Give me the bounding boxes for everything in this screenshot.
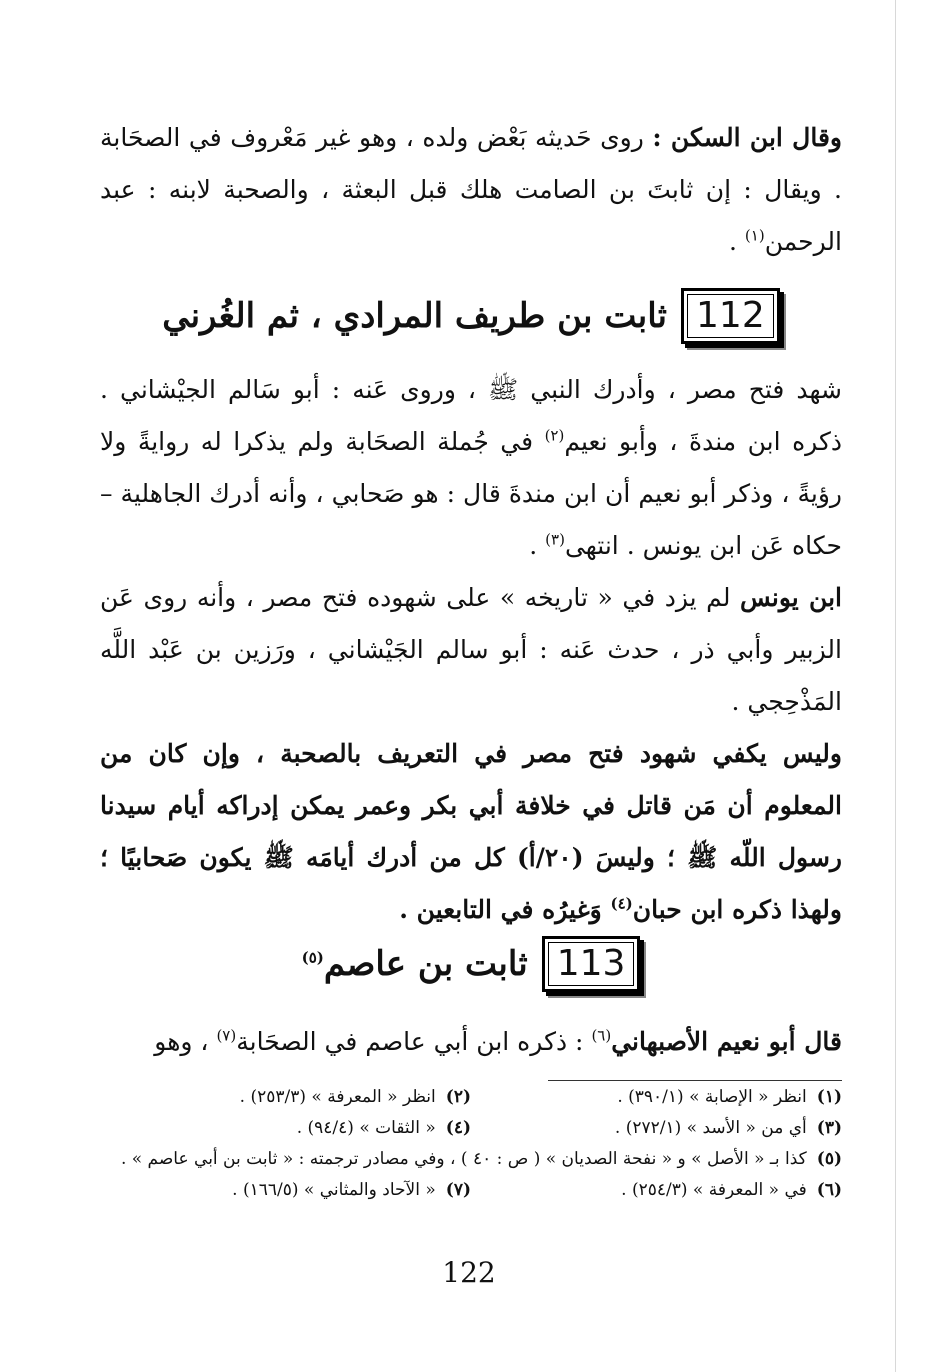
paragraph-entry-112 [100,364,842,572]
footnote-text: « الآحاد والمثاني » (١٦٦/٥) . [232,1180,436,1200]
footnote-text: أي من « الأسد » (٢٧٢/١) . [614,1118,807,1138]
paragraph-commentary [100,728,842,936]
paragraph-lead: وقال ابن السكن : [652,123,842,152]
entry-heading-113 [100,936,842,992]
footnote-ref: (٢) [544,426,565,445]
entry-heading-112 [100,288,842,344]
footnote-ref: (٧) [216,1026,237,1045]
footnote-text: كذا بـ « الأصل » و « نفحة الصديان » ( ص : ٤٠ ) ، وفي مصادر ترجمته : « ثابت بن أبي عاصم » . [120,1149,807,1169]
paragraph-text: وليس يكفي شهود فتح مصر في التعريف بالصحبة ، وإن كان من المعلوم أن مَن قاتل في خلافة أبي بكر وعمر يمكن إدراكه أيام سيدنا رسول اللّه ﷺ ؛ وليسَ (٢٠/أ) كل من أدرك أيامَه ﷺ يكون صَحابيًا ؛ ولهذا ذكره ابن حبان [100,739,842,924]
footnote-number: (٣) [816,1118,842,1138]
footnote-6 [471,1175,842,1206]
paragraph-entry-113 [100,1016,842,1068]
paragraph-ibn-al-sakan [100,112,842,268]
paragraph-lead: قال أبو نعيم الأصبهاني [611,1027,842,1056]
entry-title: ثابت بن عاصم [323,944,528,984]
footnote-row [100,1175,842,1206]
footnote-4 [100,1113,471,1144]
footnote-number: (١) [816,1087,842,1107]
footnote-2 [100,1082,471,1113]
footnote-1 [471,1082,842,1113]
paragraph-text: شهد فتح مصر ، وأدرك النبي ﷺ ، وروى عَنه : أبو سَالم الجيْشاني . ذكره ابن مندةَ ، وأبو نعيم [100,375,842,456]
footnote-ref: (٤) [610,894,633,913]
paragraph-lead: ابن يونس [740,583,842,612]
footnote-text: « الثقات » (٩٤/٤) . [296,1118,436,1138]
footnote-row [100,1113,842,1144]
page-edge-line [895,0,896,1372]
paragraph-end: . [729,227,737,256]
paragraph-text: وَغيرُه في التابعين . [399,895,602,924]
page-number: 122 [442,1256,496,1289]
footnote-ref: (١) [744,226,765,245]
entry-number-box: 113 [542,936,641,992]
footnote-text: انظر « المعرفة » (٢٥٣/٣) . [239,1087,436,1107]
paragraph-text: في جُملة الصحَابة ولم يذكرا له روايةً ولا رؤيةً ، وذكر أبو نعيم أن ابن مندةَ قال : هو صَحابي ، وأنه أدرك الجاهلية – حكاه عَن ابن يونس . انتهى [100,427,842,560]
entry-number-box: 112 [681,288,780,344]
footnote-number: (٧) [445,1180,471,1200]
footnote-3 [471,1113,842,1144]
footnote-number: (٥) [816,1149,842,1169]
footnote-ref: (٦) [591,1026,612,1045]
footnote-row [100,1144,842,1175]
paragraph-end: . [529,531,538,560]
footnote-ref: (٣) [545,530,565,549]
footnote-5 [100,1144,842,1175]
footnote-number: (٢) [445,1087,471,1107]
footnote-text: في « المعرفة » (٢٥٤/٣) . [621,1180,807,1200]
paragraph-ibn-yunus [100,572,842,728]
footnote-number: (٤) [445,1118,471,1138]
paragraph-text: لم يزد في « تاريخه » على شهوده فتح مصر ، وأنه روى عَن الزبير وأبي ذر ، حدث عَنه : أبو سالم الجَيْشاني ، ورَزين بن عَبْد اللَّه المَذْحِجي . [100,583,842,716]
footnotes [100,1082,842,1206]
footnote-7 [100,1175,471,1206]
entry-title: ثابت بن طريف المرادي ، ثم الغُرني [162,296,668,336]
paragraph-end: ، وهو [154,1027,209,1056]
footnote-number: (٦) [816,1180,842,1200]
paragraph-text: : ذكره ابن أبي عاصم في الصحَابة [236,1027,584,1056]
footnote-ref: (٥) [301,948,324,967]
paragraph-text: روى حَديثه بَعْض ولده ، وهو غير مَعْروف في الصحَابة . ويقال : إن ثابتَ بن الصامت هلك قبل البعثة ، والصحبة لابنه : عبد الرحمن [100,123,842,256]
footnote-text: انظر « الإصابة » (٣٩٠/١) . [617,1087,807,1107]
footnote-row [100,1082,842,1113]
footnote-separator [548,1080,842,1081]
